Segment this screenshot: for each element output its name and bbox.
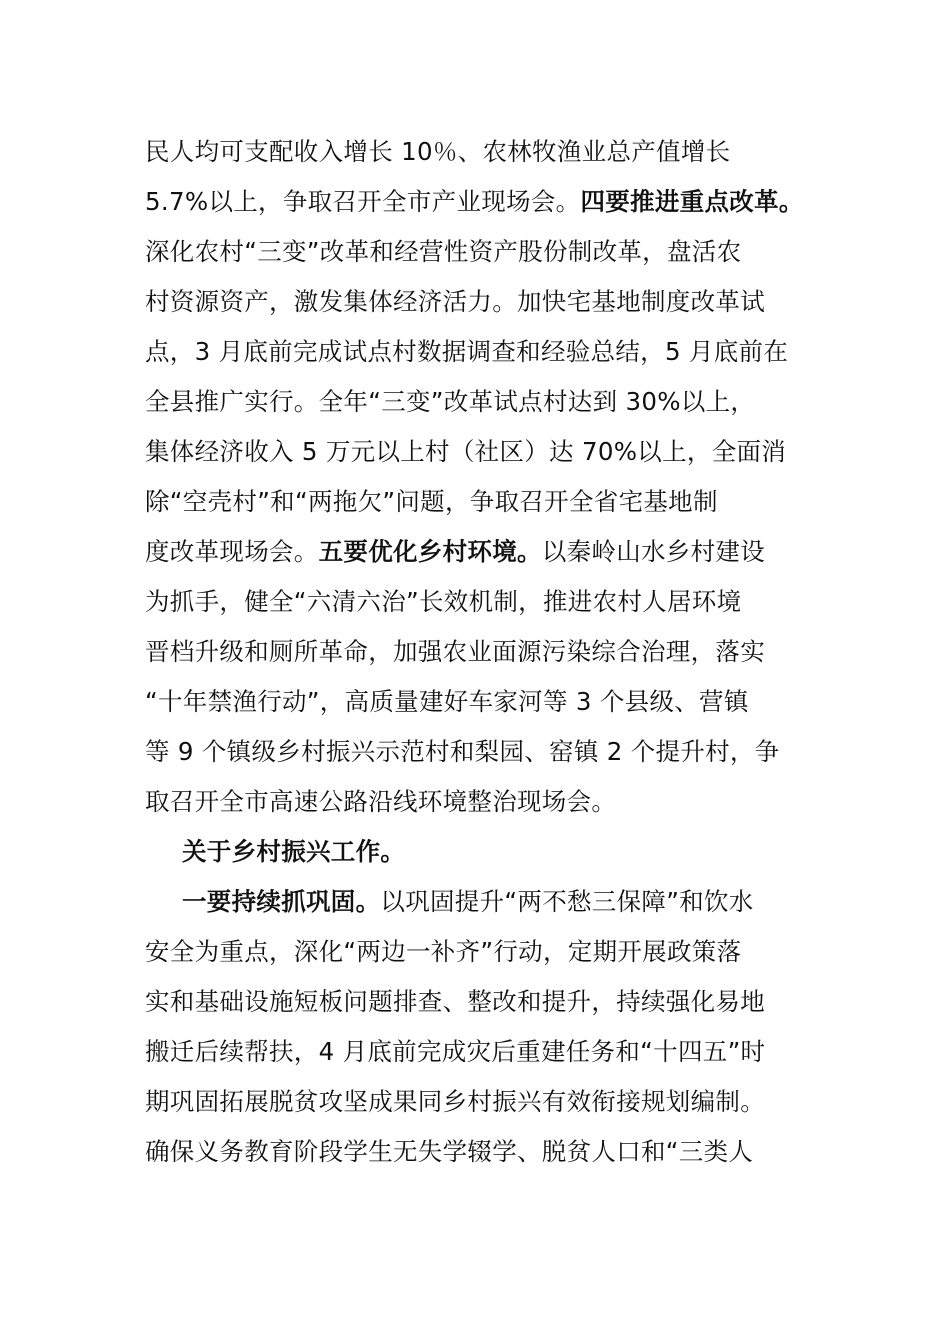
paragraph-line: 民人均可支配收入增长 10％、农林牧渔业总产值增长 — [145, 137, 731, 166]
section-heading: 关于乡村振兴工作。 — [182, 837, 406, 866]
body-text: 以巩固提升“两不愁三保障”和饮水 — [380, 887, 754, 916]
paragraph-line: 除“空壳村”和“两拖欠”问题，争取召开全省宅基地制 — [145, 487, 718, 516]
body-text: 度改革现场会。 — [145, 537, 319, 566]
paragraph-line: 为抓手，健全“六清六治”长效机制，推进农村人居环境 — [145, 587, 742, 616]
paragraph-line: 确保义务教育阶段学生无失学辍学、脱贫人口和“三类人 — [145, 1137, 754, 1166]
paragraph-line: 搬迁后续帮扶，4 月底前完成灾后重建任务和“十四五”时 — [145, 1037, 766, 1066]
paragraph-line: 取召开全市高速公路沿线环境整治现场会。 — [145, 787, 617, 816]
bold-subheading: 四要推进重点改革。 — [580, 187, 804, 216]
body-text: 5.7%以上，争取召开全市产业现场会。 — [145, 187, 581, 216]
paragraph-line — [145, 177, 815, 227]
paragraph-line — [145, 527, 815, 577]
body-text: 以秦岭山水乡村建设 — [541, 537, 766, 566]
paragraph-line: “十年禁渔行动”，高质量建好车家河等 3 个县级、营镇 — [145, 687, 749, 716]
bold-subheading: 一要持续抓巩固。 — [182, 887, 381, 916]
paragraph-line: 深化农村“三变”改革和经营性资产股份制改革，盘活农 — [145, 237, 742, 266]
paragraph-line: 安全为重点，深化“两边一补齐”行动，定期开展政策落 — [145, 937, 742, 966]
paragraph-line: 期巩固拓展脱贫攻坚成果同乡村振兴有效衔接规划编制。 — [145, 1087, 765, 1116]
paragraph-line: 点，3 月底前完成试点村数据调查和经验总结，5 月底前在 — [145, 337, 789, 366]
paragraph-line: 村资源资产，激发集体经济活力。加快宅基地制度改革试 — [145, 287, 765, 316]
paragraph-line: 集体经济收入 5 万元以上村（社区）达 70%以上，全面消 — [145, 437, 787, 466]
paragraph-line: 实和基础设施短板问题排查、整改和提升，持续强化易地 — [145, 987, 765, 1016]
bold-subheading: 五要优化乡村环境。 — [318, 537, 542, 566]
paragraph-line: 晋档升级和厕所革命，加强农业面源污染综合治理，落实 — [145, 637, 765, 666]
document-body — [145, 127, 815, 1177]
paragraph-line: 全县推广实行。全年“三变”改革试点村达到 30%以上， — [145, 387, 756, 416]
paragraph-line: 等 9 个镇级乡村振兴示范村和梨园、窑镇 2 个提升村，争 — [145, 737, 780, 766]
paragraph-line — [145, 877, 815, 927]
